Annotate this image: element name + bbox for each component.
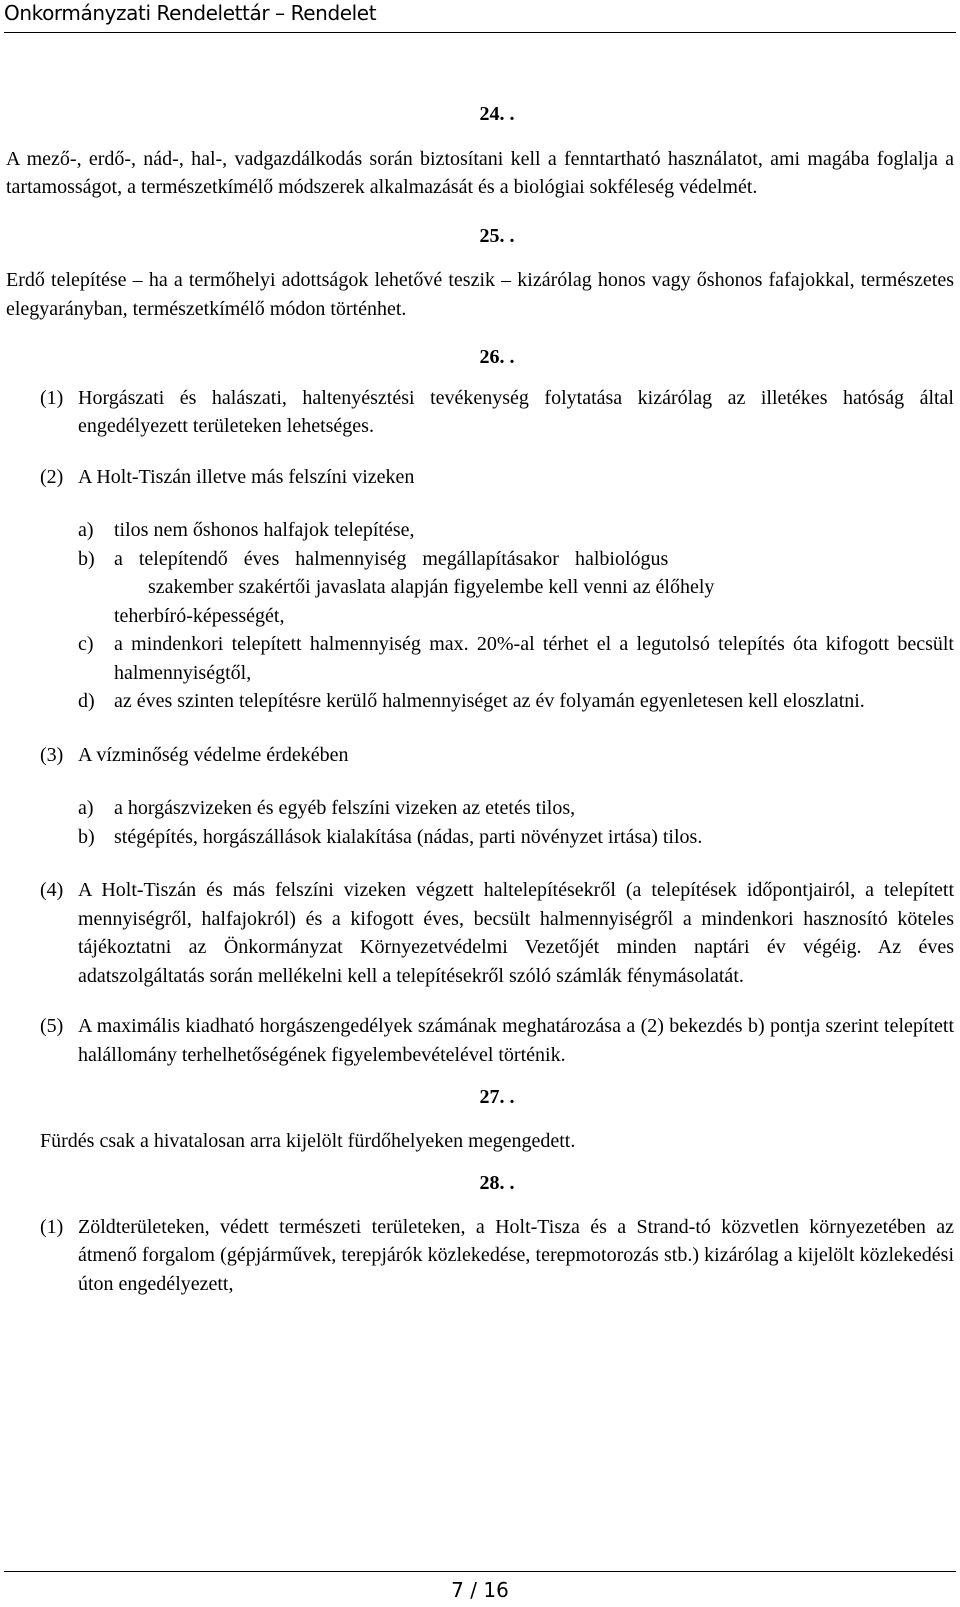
list-item — [78, 630, 954, 687]
list-item-letter: c) — [78, 633, 94, 655]
paragraph-text: A Holt-Tiszán illetve más felszíni vizeken — [78, 465, 415, 488]
list-item-text: az éves szinten telepítésre kerülő halmennyiséget az év folyamán egyenletesen kell eloszlatni. — [114, 690, 865, 712]
section-heading-24: 24. . — [479, 103, 515, 125]
paragraph-text: Fürdés csak a hivatalosan arra kijelölt fürdőhelyeken megengedett. — [40, 1129, 576, 1152]
section-28-paragraph-1 — [40, 1213, 954, 1299]
footer-divider — [4, 1571, 956, 1572]
section-26-paragraph-4 — [40, 876, 954, 990]
section-24-text: A mező-, erdő-, nád-, hal-, vadgazdálkodás során biztosítani kell a fenntartható használatot, ami magába foglalja a tartamosságot, a természetkímélő módszerek alkalmazását és a biológiai sokféleség védelmét. — [6, 147, 954, 198]
document-body — [6, 100, 954, 1298]
list-item — [78, 516, 954, 545]
page-number: 7 / 16 — [451, 1578, 509, 1602]
list-item-text-line-2: szakember szakértői javaslata alapján figyelembe kell venni az élőhely — [148, 576, 715, 598]
list-item — [78, 794, 954, 823]
list-item — [78, 545, 954, 631]
list-item-letter: a) — [78, 797, 94, 819]
list-item — [78, 823, 954, 852]
paragraph-number: (4) — [40, 879, 64, 901]
section-heading-25: 25. . — [479, 224, 515, 247]
section-26-paragraph-3 — [40, 741, 954, 770]
list-item-text: stégépítés, horgászállások kialakítása (nádas, parti növényzet irtása) tilos. — [114, 825, 703, 848]
paragraph-text: A Holt-Tiszán és más felszíni vizeken végzett haltelepítésekről (a telepítések időpontjairól, a telepített mennyiségről, halfajokról) és a kifogott éves, becsült halmennyiségről a mindenkori hasznosító köteles tájékoztatni az Önkormányzat Környezetvédelmi Vezetőjét minden naptári év végéig. Az éves adatszolgáltatás során mellékelni kell a telepítésekről szóló számlák fénymásolatát. — [78, 879, 954, 987]
list-item-text-line-1: a telepítendő éves halmennyiség megállapításakor halbiológus — [114, 547, 669, 570]
section-heading-28: 28. . — [479, 1172, 515, 1194]
section-heading-27: 27. . — [479, 1086, 515, 1108]
paragraph-text: Horgászati és halászati, haltenyésztési tevékenység folytatása kizárólag az illetékes hatóság által engedélyezett területeken lehetséges. — [78, 386, 954, 437]
section-27-text — [40, 1127, 954, 1156]
paragraph-number: (3) — [40, 743, 64, 766]
list-item-text-line-3: teherbíró-képességét, — [114, 604, 285, 627]
paragraph-text: A maximális kiadható horgászengedélyek számának meghatározása a (2) bekezdés b) pontja szerint telepített halállomány terhelhetőségének figyelembevételével történik. — [78, 1015, 954, 1066]
paragraph-number: (1) — [40, 386, 64, 409]
list-item-letter: d) — [78, 690, 95, 712]
list-item-text: a horgászvizeken és egyéb felszíni vizeken az etetés tilos, — [114, 797, 576, 819]
list-item — [78, 687, 954, 716]
section-26-paragraph-2 — [40, 463, 954, 492]
paragraph-text: A vízminőség védelme érdekében — [78, 743, 349, 766]
list-item-letter: b) — [78, 825, 95, 848]
list-item-text: tilos nem őshonos halfajok telepítése, — [114, 519, 415, 541]
list-item-letter: a) — [78, 519, 94, 541]
paragraph-number: (5) — [40, 1015, 64, 1037]
paragraph-text: Zöldterületeken, védett természeti területeken, a Holt-Tisza és a Strand-tó közvetlen környezetében az átmenő forgalom (gépjárművek, terepjárók közlekedése, terepmotorozás stb.) kizárólag a kijelölt közlekedési úton engedélyezett, — [78, 1215, 954, 1295]
paragraph-number: (1) — [40, 1215, 64, 1238]
list-item-letter: b) — [78, 547, 95, 570]
paragraph-number: (2) — [40, 465, 64, 488]
section-26-paragraph-5 — [40, 1012, 954, 1069]
section-25-text: Erdő telepítése – ha a termőhelyi adottságok lehetővé teszik – kizárólag honos vagy őshonos fafajokkal, természetes elegyarányban, természetkímélő módon történhet. — [6, 269, 954, 320]
header-divider — [4, 32, 956, 33]
list-item-text: a mindenkori telepített halmennyiség max. 20%-al térhet el a legutolsó telepítés óta kifogott becsült halmennyiségtől, — [114, 633, 954, 684]
section-heading-26: 26. . — [479, 346, 515, 368]
section-26-paragraph-1 — [40, 384, 954, 441]
document-header-title: Onkormányzati Rendelettár – Rendelet — [4, 1, 377, 25]
